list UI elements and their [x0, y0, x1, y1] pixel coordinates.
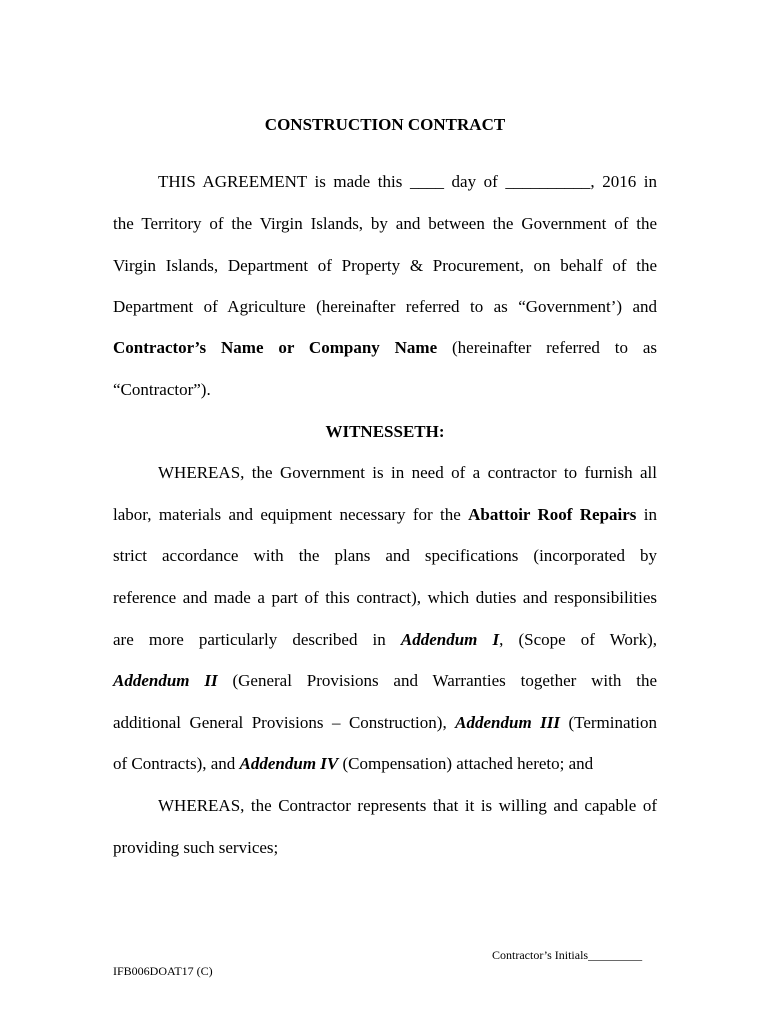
whereas-1-line-8	[113, 754, 657, 774]
contractor-name-placeholder: Contractor’s Name or Company Name	[113, 338, 438, 357]
agreement-line-3: Virgin Islands, Department of Property & Procurement, on behalf of the	[113, 256, 657, 275]
whereas-1-line-7	[113, 713, 657, 733]
whereas-1-line-4: reference and made a part of this contract), which duties and responsibilities	[113, 588, 657, 607]
addendum-i-reference: Addendum I	[400, 630, 500, 649]
whereas-1-line-7-a: additional General Provisions – Construction),	[113, 713, 456, 732]
whereas-1-line-2	[113, 505, 657, 525]
whereas-1-line-5-a: are more particularly described in	[113, 630, 401, 649]
witnesseth-heading: WITNESSETH:	[325, 422, 445, 441]
whereas-2-line-2: providing such services;	[113, 838, 279, 857]
whereas-1-line-6-rest: (General Provisions and Warranties together with the	[217, 671, 657, 690]
whereas-1-line-8-a: of Contracts), and	[113, 754, 240, 773]
whereas-1-line-6	[113, 671, 657, 691]
addendum-iv-reference: Addendum IV	[239, 754, 339, 773]
agreement-line-6: “Contractor”).	[113, 380, 211, 399]
project-name: Abattoir Roof Repairs	[468, 505, 637, 524]
document-title: CONSTRUCTION CONTRACT	[264, 115, 506, 134]
whereas-1-line-2-a: labor, materials and equipment necessary for the	[113, 505, 469, 524]
agreement-line-4: Department of Agriculture (hereinafter referred to as “Government’) and	[113, 297, 657, 316]
whereas-1-line-1: WHEREAS, the Government is in need of a contractor to furnish all	[158, 463, 657, 482]
agreement-line-1: THIS AGREEMENT is made this ____ day of __________, 2016 in	[158, 172, 657, 191]
whereas-1-line-5-b: , (Scope of Work),	[499, 630, 657, 649]
whereas-1-line-7-b: (Termination	[560, 713, 657, 732]
whereas-1-line-5	[113, 630, 657, 650]
whereas-1-line-8-b: (Compensation) attached hereto; and	[338, 754, 594, 773]
contractor-initials-field: Contractor’s Initials_________	[492, 948, 643, 962]
agreement-line-5-rest: (hereinafter referred to as	[437, 338, 657, 357]
document-code: IFB006DOAT17 (C)	[113, 964, 213, 978]
agreement-line-5	[113, 338, 657, 358]
addendum-iii-reference: Addendum III	[455, 713, 561, 732]
agreement-line-2: the Territory of the Virgin Islands, by and between the Government of the	[113, 214, 657, 233]
whereas-1-line-3: strict accordance with the plans and specifications (incorporated by	[113, 546, 657, 565]
whereas-1-line-2-b: in	[636, 505, 657, 524]
whereas-2-line-1: WHEREAS, the Contractor represents that it is willing and capable of	[158, 796, 657, 815]
addendum-ii-reference: Addendum II	[113, 671, 218, 690]
